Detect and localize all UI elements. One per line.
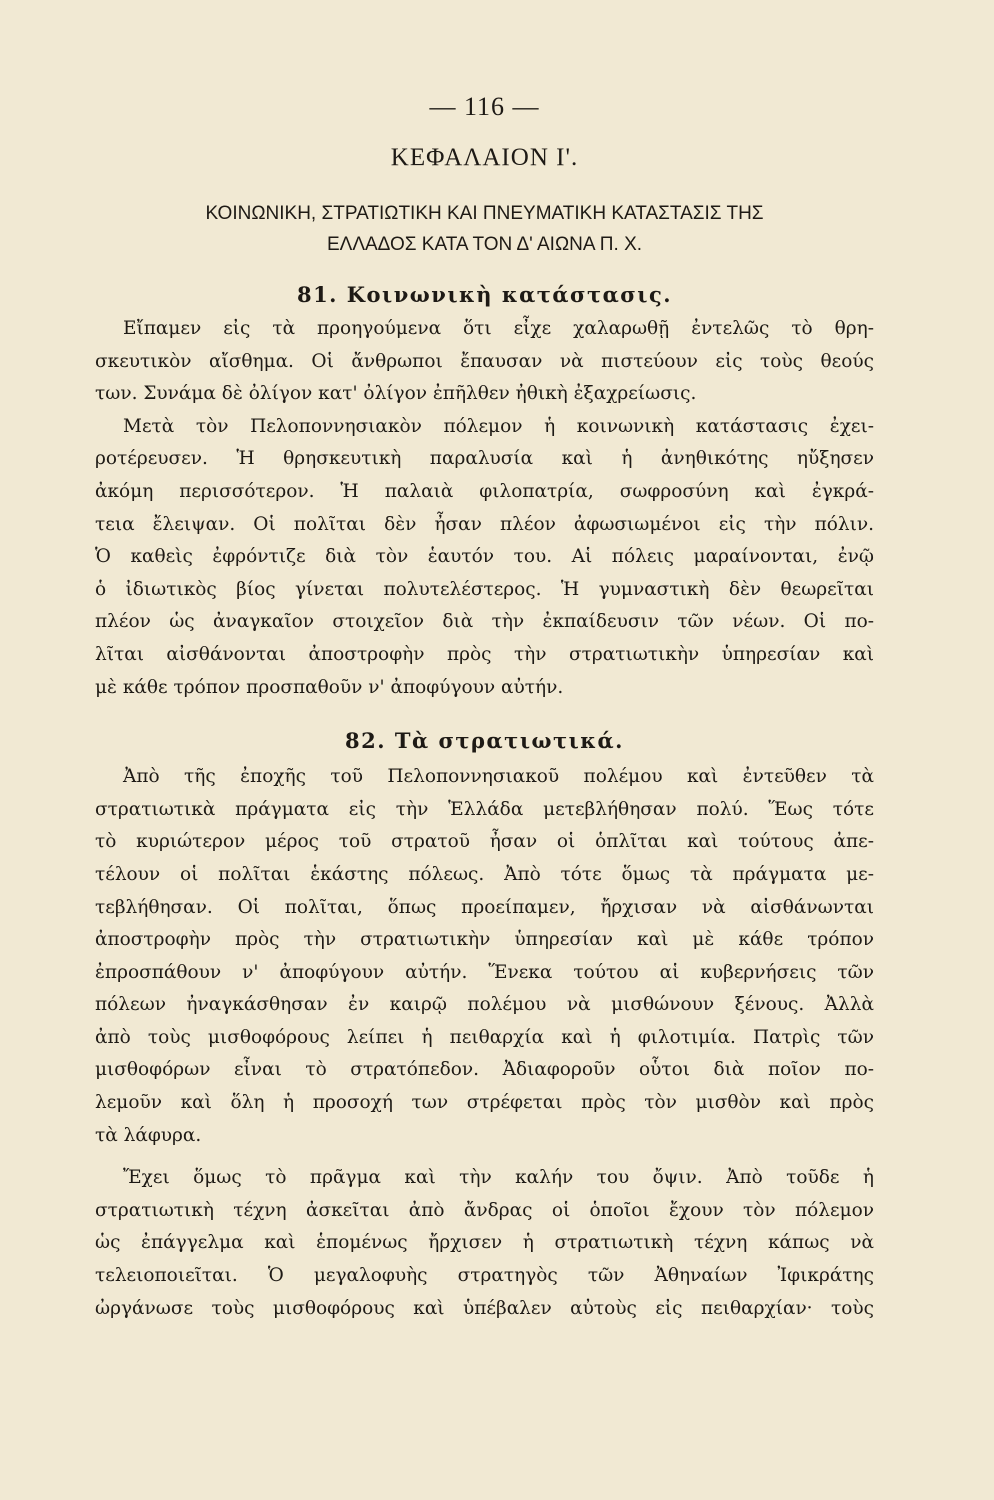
- text-line: στρατιωτικὴ τέχνη ἀσκεῖται ἀπὸ ἄνδρας οἱ ὁποῖοι ἔχουν τὸν πόλεμον: [95, 1199, 874, 1221]
- text-line: πόλεων ἠναγκάσθησαν ἐν καιρῷ πολέμου νὰ μισθώνουν ξένους. Ἀλλὰ: [95, 994, 874, 1016]
- text-line: μὲ κάθε τρόπον προσπαθοῦν ν' ἀποφύγουν αὐτήν.: [95, 676, 564, 698]
- text-line: Εἴπαμεν εἰς τὰ προηγούμενα ὅτι εἶχε χαλαρωθῇ ἐντελῶς τὸ θρη-: [123, 318, 874, 339]
- text-line: τελειοποιεῖται. Ὁ μεγαλοφυὴς στρατηγὸς τῶν Ἀθηναίων Ἰφικράτης: [95, 1265, 874, 1287]
- chapter-subtitle: [95, 198, 874, 260]
- text-line: λῖται αἰσθάνονται ἀποστροφὴν πρὸς τὴν στρατιωτικὴν ὑπηρεσίαν καὶ: [95, 643, 874, 665]
- text-line: ἀκόμη περισσότερον. Ἡ παλαιὰ φιλοπατρία, σωφροσύνη καὶ ἐγκρά-: [95, 480, 874, 502]
- text-line: ἐπροσπάθουν ν' ἀποφύγουν αὐτήν. Ἕνεκα τούτου αἱ κυβερνήσεις τῶν: [95, 961, 874, 983]
- text-line: μισθοφόρων εἶναι τὸ στρατόπεδον. Ἀδιαφοροῦν οὗτοι διὰ ποῖον πο-: [95, 1059, 874, 1081]
- paragraph-gap: [95, 1152, 874, 1162]
- text-line: ὁ ἰδιωτικὸς βίος γίνεται πολυτελέστερος. Ἡ γυμναστικὴ δὲν θεωρεῖται: [95, 578, 874, 600]
- text-line: σκευτικὸν αἴσθημα. Οἱ ἄνθρωποι ἔπαυσαν νὰ πιστεύουν εἰς τοὺς θεούς: [95, 350, 874, 372]
- text-line: Ὁ καθεὶς ἐφρόντιζε διὰ τὸν ἑαυτόν του. Αἱ πόλεις μαραίνονται, ἐνῷ: [95, 546, 874, 568]
- text-line: ὡς ἐπάγγελμα καὶ ἑπομένως ἤρχισεν ἡ στρατιωτικὴ τέχνη κάπως νὰ: [95, 1232, 874, 1254]
- text-line: ροτέρευσεν. Ἡ θρησκευτικὴ παραλυσία καὶ ἡ ἀνηθικότης ηὔξησεν: [95, 448, 874, 470]
- section-heading-81: 81. Κοινωνικὴ κατάστασις.: [296, 282, 673, 307]
- page-number: — 116 —: [429, 92, 540, 121]
- chapter-title: ΚΕΦΑΛΑΙΟΝ Ι'.: [390, 144, 579, 171]
- text-line: στρατιωτικὰ πράγματα εἰς τὴν Ἑλλάδα μετεβλήθησαν πολύ. Ἕως τότε: [95, 798, 874, 820]
- text-line: τέλουν οἱ πολῖται ἑκάστης πόλεως. Ἀπὸ τότε ὅμως τὰ πράγματα με-: [95, 863, 874, 885]
- text-line: τεβλήθησαν. Οἱ πολῖται, ὅπως προείπαμεν, ἤρχισαν νὰ αἰσθάνωνται: [95, 896, 874, 918]
- text-line: τὰ λάφυρα.: [95, 1124, 202, 1146]
- text-line: τεια ἔλειψαν. Οἱ πολῖται δὲν ἦσαν πλέον ἀφωσιωμένοι εἰς τὴν πόλιν.: [95, 513, 874, 535]
- text-line: Ἔχει ὅμως τὸ πρᾶγμα καὶ τὴν καλήν του ὄψιν. Ἀπὸ τοῦδε ἡ: [123, 1167, 874, 1189]
- paragraph: [95, 411, 874, 704]
- paragraph: [95, 761, 874, 1152]
- text-line: Ἀπὸ τῆς ἐποχῆς τοῦ Πελοποννησιακοῦ πολέμου καὶ ἐντεῦθεν τὰ: [123, 766, 874, 788]
- section-heading-82: 82. Τὰ στρατιωτικά.: [345, 728, 624, 754]
- text-line: των. Συνάμα δὲ ὀλίγον κατ' ὀλίγον ἐπῆλθεν ἠθικὴ ἐξαχρείωσις.: [95, 383, 697, 405]
- text-line: λεμοῦν καὶ ὅλη ἡ προσοχή των στρέφεται πρὸς τὸν μισθὸν καὶ πρὸς: [95, 1092, 874, 1114]
- text-line: ὠργάνωσε τοὺς μισθοφόρους καὶ ὑπέβαλεν αὐτοὺς εἰς πειθαρχίαν· τοὺς: [95, 1297, 874, 1319]
- text-line: ἀπὸ τοὺς μισθοφόρους λείπει ἡ πειθαρχία καὶ ἡ φιλοτιμία. Πατρὶς τῶν: [95, 1026, 874, 1048]
- chapter-subtitle-line: ΚΟΙΝΩΝΙΚΗ, ΣΤΡΑΤΙΩΤΙΚΗ ΚΑΙ ΠΝΕΥΜΑΤΙΚΗ ΚΑΤΑΣΤΑΣΙΣ ΤΗΣ: [205, 203, 764, 224]
- paragraph: [95, 313, 874, 411]
- text-line: Μετὰ τὸν Πελοποννησιακὸν πόλεμον ἡ κοινωνικὴ κατάστασις ἐχει-: [123, 415, 874, 437]
- paragraph: [95, 1162, 874, 1325]
- text-line: τὸ κυριώτερον μέρος τοῦ στρατοῦ ἦσαν οἱ ὁπλῖται καὶ τούτους ἀπε-: [95, 831, 874, 853]
- chapter-subtitle-line: ΕΛΛΑΔΟΣ ΚΑΤΑ ΤΟΝ Δ' ΑΙΩΝΑ Π. Χ.: [326, 234, 643, 255]
- text-line: ἀποστροφὴν πρὸς τὴν στρατιωτικὴν ὑπηρεσίαν καὶ μὲ κάθε τρόπον: [95, 929, 874, 951]
- text-line: πλέον ὡς ἀναγκαῖον στοιχεῖον διὰ τὴν ἐκπαίδευσιν τῶν νέων. Οἱ πο-: [95, 611, 874, 633]
